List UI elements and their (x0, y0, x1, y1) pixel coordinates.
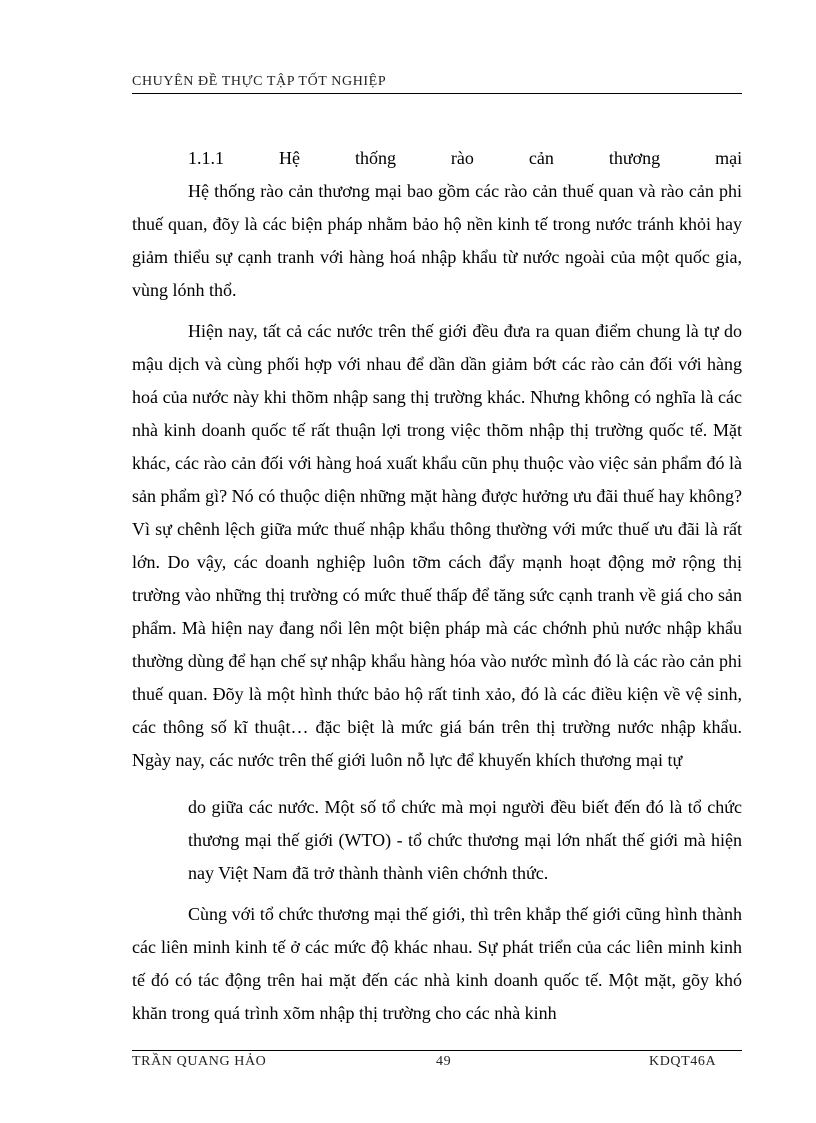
heading-word: cản (528, 148, 554, 168)
heading-word: rào (450, 148, 474, 168)
document-body (132, 142, 742, 1030)
heading-word: mại (715, 148, 743, 168)
heading-word: thương (608, 148, 661, 168)
footer-code: KDQT46A (649, 1054, 717, 1069)
header-divider (132, 93, 742, 94)
paragraph: Cùng với tổ chức thương mại thế giới, thì trên khắp thế giới cũng hình thành các liên minh kinh tế ở các mức độ khác nhau. Sự phát triển của các liên minh kinh tế đó có tác động trên hai mặt đến các nhà kinh doanh quốc tế. Một mặt, gõy khó khăn trong quá trình xõm nhập thị trường cho các nhà kinh (132, 904, 742, 1023)
paragraph: Hệ thống rào cản thương mại bao gồm các rào cản thuế quan và rào cản phi thuế quan, đõy là các biện pháp nhằm bảo hộ nền kinh tế trong nước tránh khỏi hay giảm thiểu sự cạnh tranh với hàng hoá nhập khẩu từ nước ngoài của một quốc gia, vùng lónh thổ. (132, 181, 742, 300)
footer-divider (132, 1050, 742, 1051)
heading-word: Hệ (278, 148, 300, 168)
heading-word: thống (354, 148, 396, 168)
paragraph: Hiện nay, tất cả các nước trên thế giới đều đưa ra quan điểm chung là tự do mậu dịch và cùng phối hợp với nhau để dần dần giảm bớt các rào cản đối với hàng hoá của nước này khi thõm nhập sang thị trường khác. Nhưng không có nghĩa là các nhà kinh doanh quốc tế rất thuận lợi trong việc thõm nhập thị trường quốc tế. Mặt khác, các rào cản đối với hàng hoá xuất khẩu cũn phụ thuộc vào việc sản phẩm đó là sản phẩm gì? Nó có thuộc diện những mặt hàng được hưởng ưu đãi thuế hay không? Vì sự chênh lệch giữa mức thuế nhập khẩu thông thường với mức thuế ưu đãi là rất lớn. Do vậy, các doanh nghiệp luôn tỡm cách đẩy mạnh hoạt động mở rộng thị trường vào những thị trường có mức thuế thấp để tăng sức cạnh tranh về giá cho sản phẩm. Mà hiện nay đang nổi lên một biện pháp mà các chớnh phủ nước nhập khẩu thường dùng để hạn chế sự nhập khẩu hàng hóa vào nước mình đó là các rào cản phi thuế quan. Đõy là một hình thức bảo hộ rất tinh xảo, đó là các điều kiện về vệ sinh, các thông số kĩ thuật… đặc biệt là mức giá bán trên thị trường nước nhập khẩu. Ngày nay, các nước trên thế giới luôn nỗ lực để khuyến khích thương mại tự (132, 321, 742, 770)
paragraph: do giữa các nước. Một số tổ chức mà mọi người đều biết đến đó là tổ chức thương mại thế giới (WTO) - tổ chức thương mại lớn nhất thế giới mà hiện nay Việt Nam đã trở thành thành viên chớnh thức. (188, 797, 742, 883)
page-header: CHUYÊN ĐỀ THỰC TẬP TỐT NGHIỆP (132, 74, 387, 89)
section-heading (132, 142, 742, 175)
page-number: 49 (436, 1054, 452, 1069)
footer-author: TRẦN QUANG HẢO (132, 1054, 267, 1069)
section-number: 1.1.1 (188, 148, 224, 168)
